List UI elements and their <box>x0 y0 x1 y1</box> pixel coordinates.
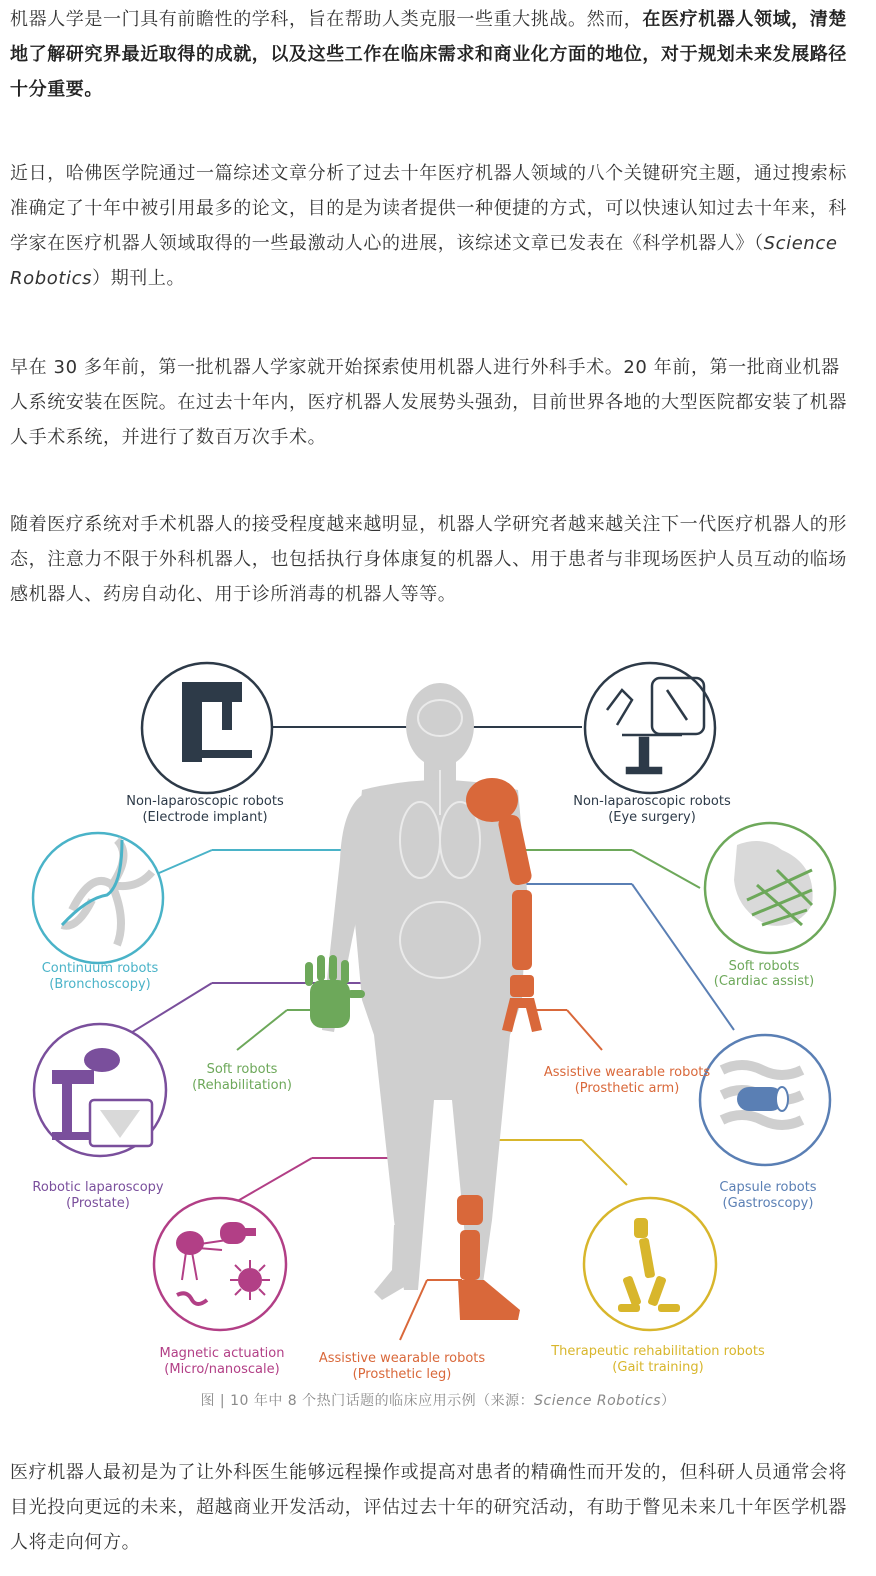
paragraph-future: 医疗机器人最初是为了让外科医生能够远程操作或提高对患者的精确性而开发的，但科研人员通常会将目光投向更远的未来，超越商业开发活动，评估过去十年的研究活动，有助于瞥见未来几十年医学机器人将走向何方。 <box>10 1462 847 1553</box>
paragraph-intro <box>10 2 856 107</box>
label-prosthetic-leg-sub: (Prosthetic leg) <box>352 1367 452 1382</box>
label-soft-rehab-title: Soft robots <box>206 1062 278 1077</box>
soft-glove <box>305 955 365 1028</box>
label-laparoscopy-sub: (Prostate) <box>66 1196 130 1211</box>
label-electrode-sub: (Electrode implant) <box>142 810 268 825</box>
label-soft-cardiac-title: Soft robots <box>728 959 800 974</box>
label-laparoscopy-title: Robotic laparoscopy <box>32 1180 164 1195</box>
label-eye-title: Non-laparoscopic robots <box>573 794 731 809</box>
label-gait-sub: (Gait training) <box>612 1360 704 1375</box>
paragraph-history: 早在 30 多年前，第一批机器人学家就开始探索使用机器人进行外科手术。20 年前，第一批商业机器人系统安装在医院。在过去十年内，医疗机器人发展势头强劲，目前世界各地的大型医院都安装了机器人手术系统，并进行了数百万次手术。 <box>10 357 847 448</box>
paragraph-review <box>10 156 856 296</box>
label-capsule-sub: (Gastroscopy) <box>722 1196 814 1211</box>
label-magnetic-title: Magnetic actuation <box>159 1346 285 1361</box>
robotics-figure <box>22 640 852 1388</box>
label-continuum-title: Continuum robots <box>41 961 159 976</box>
paragraph-review-text: 近日，哈佛医学院通过一篇综述文章分析了过去十年医疗机器人领域的八个关键研究主题，通过搜索标准确定了十年中被引用最多的论文，目的是为读者提供一种便捷的方式，可以快速认知过去十年来，科学家在医疗机器人领域取得的一些最激动人心的进展，该综述文章已发表在《科学机器人》（ <box>10 163 847 254</box>
paragraph-intro-text: 机器人学是一门具有前瞻性的学科，旨在帮助人类克服一些重大挑战。然而， <box>10 9 643 30</box>
label-magnetic-sub: (Micro/nanoscale) <box>164 1362 280 1377</box>
figure-illustration <box>22 640 852 1388</box>
label-prosthetic-arm-sub: (Prosthetic arm) <box>574 1081 680 1096</box>
label-prosthetic-arm-title: Assistive wearable robots <box>543 1065 711 1080</box>
label-capsule-title: Capsule robots <box>719 1180 817 1195</box>
caption-source: Science Robotics <box>534 1393 662 1409</box>
figure-caption <box>0 1390 876 1410</box>
paragraph-review-end: ）期刊上。 <box>92 268 186 289</box>
paragraph-intro-bold: 在医疗机器人领域，清楚地了解研究界最近取得的成就，以及这些工作在临床需求和商业化方面的地位，对于规划未来发展路径十分重要。 <box>10 9 848 100</box>
label-soft-cardiac-sub: (Cardiac assist) <box>713 974 815 989</box>
label-soft-rehab-sub: (Rehabilitation) <box>192 1078 292 1093</box>
journal-name: Science Robotics <box>10 233 838 289</box>
label-prosthetic-leg-title: Assistive wearable robots <box>318 1351 486 1366</box>
caption-suffix: ） <box>661 1393 676 1409</box>
caption-prefix: 图 | 10 年中 8 个热门话题的临床应用示例（来源： <box>200 1393 535 1409</box>
label-gait-title: Therapeutic rehabilitation robots <box>551 1344 765 1359</box>
label-eye-sub: (Eye surgery) <box>608 810 696 825</box>
label-electrode-title: Non-laparoscopic robots <box>126 794 284 809</box>
paragraph-next-gen: 随着医疗系统对手术机器人的接受程度越来越明显，机器人学研究者越来越关注下一代医疗机器人的形态，注意力不限于外科机器人，也包括执行身体康复的机器人、用于患者与非现场医护人员互动的临场感机器人、药房自动化、用于诊所消毒的机器人等等。 <box>10 514 847 605</box>
label-continuum-sub: (Bronchoscopy) <box>49 977 151 992</box>
